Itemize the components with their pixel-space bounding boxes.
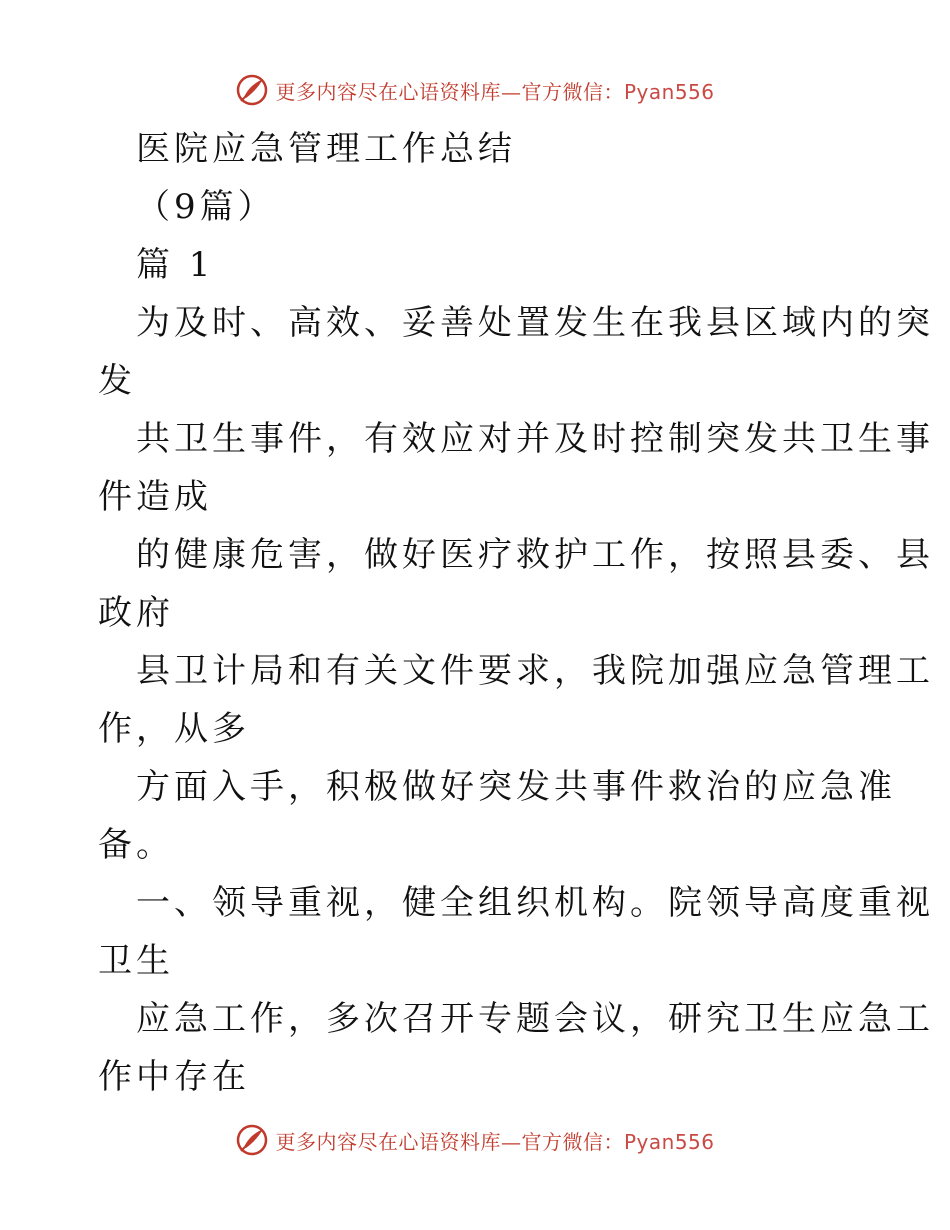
text-line: 发: [98, 361, 136, 401]
text-line: 政府: [98, 593, 174, 633]
text-line: 共卫生事件，有效应对并及时控制突发共卫生事: [136, 419, 934, 459]
document-title: 医院应急管理工作总结: [136, 129, 516, 169]
text-line: 一、领导重视，健全组织机构。院领导高度重视: [136, 883, 934, 923]
document-body: [98, 120, 934, 1106]
text-line: 县卫计局和有关文件要求，我院加强应急管理工: [136, 651, 934, 691]
text-line: 方面入手，积极做好突发共事件救治的应急准: [136, 767, 896, 807]
watermark-footer: [0, 1120, 950, 1160]
section-heading: 篇 1: [136, 245, 215, 285]
quill-logo-icon: [235, 1123, 269, 1157]
text-line: 作中存在: [98, 1057, 250, 1097]
text-line: 备。: [98, 825, 174, 865]
document-subtitle: （9篇）: [136, 187, 276, 227]
text-line: 为及时、高效、妥善处置发生在我县区域内的突: [136, 303, 934, 343]
text-line: 作，从多: [98, 709, 250, 749]
watermark-text: 更多内容尽在心语资料库—官方微信：Pyan556: [275, 79, 715, 104]
text-line: 件造成: [98, 477, 212, 517]
text-line: 应急工作，多次召开专题会议，研究卫生应急工: [136, 999, 934, 1039]
watermark-header: [0, 70, 950, 110]
text-line: 的健康危害，做好医疗救护工作，按照县委、县: [136, 535, 934, 575]
quill-logo-icon: [235, 73, 269, 107]
watermark-text: 更多内容尽在心语资料库—官方微信：Pyan556: [275, 1129, 715, 1154]
text-line: 卫生: [98, 941, 174, 981]
